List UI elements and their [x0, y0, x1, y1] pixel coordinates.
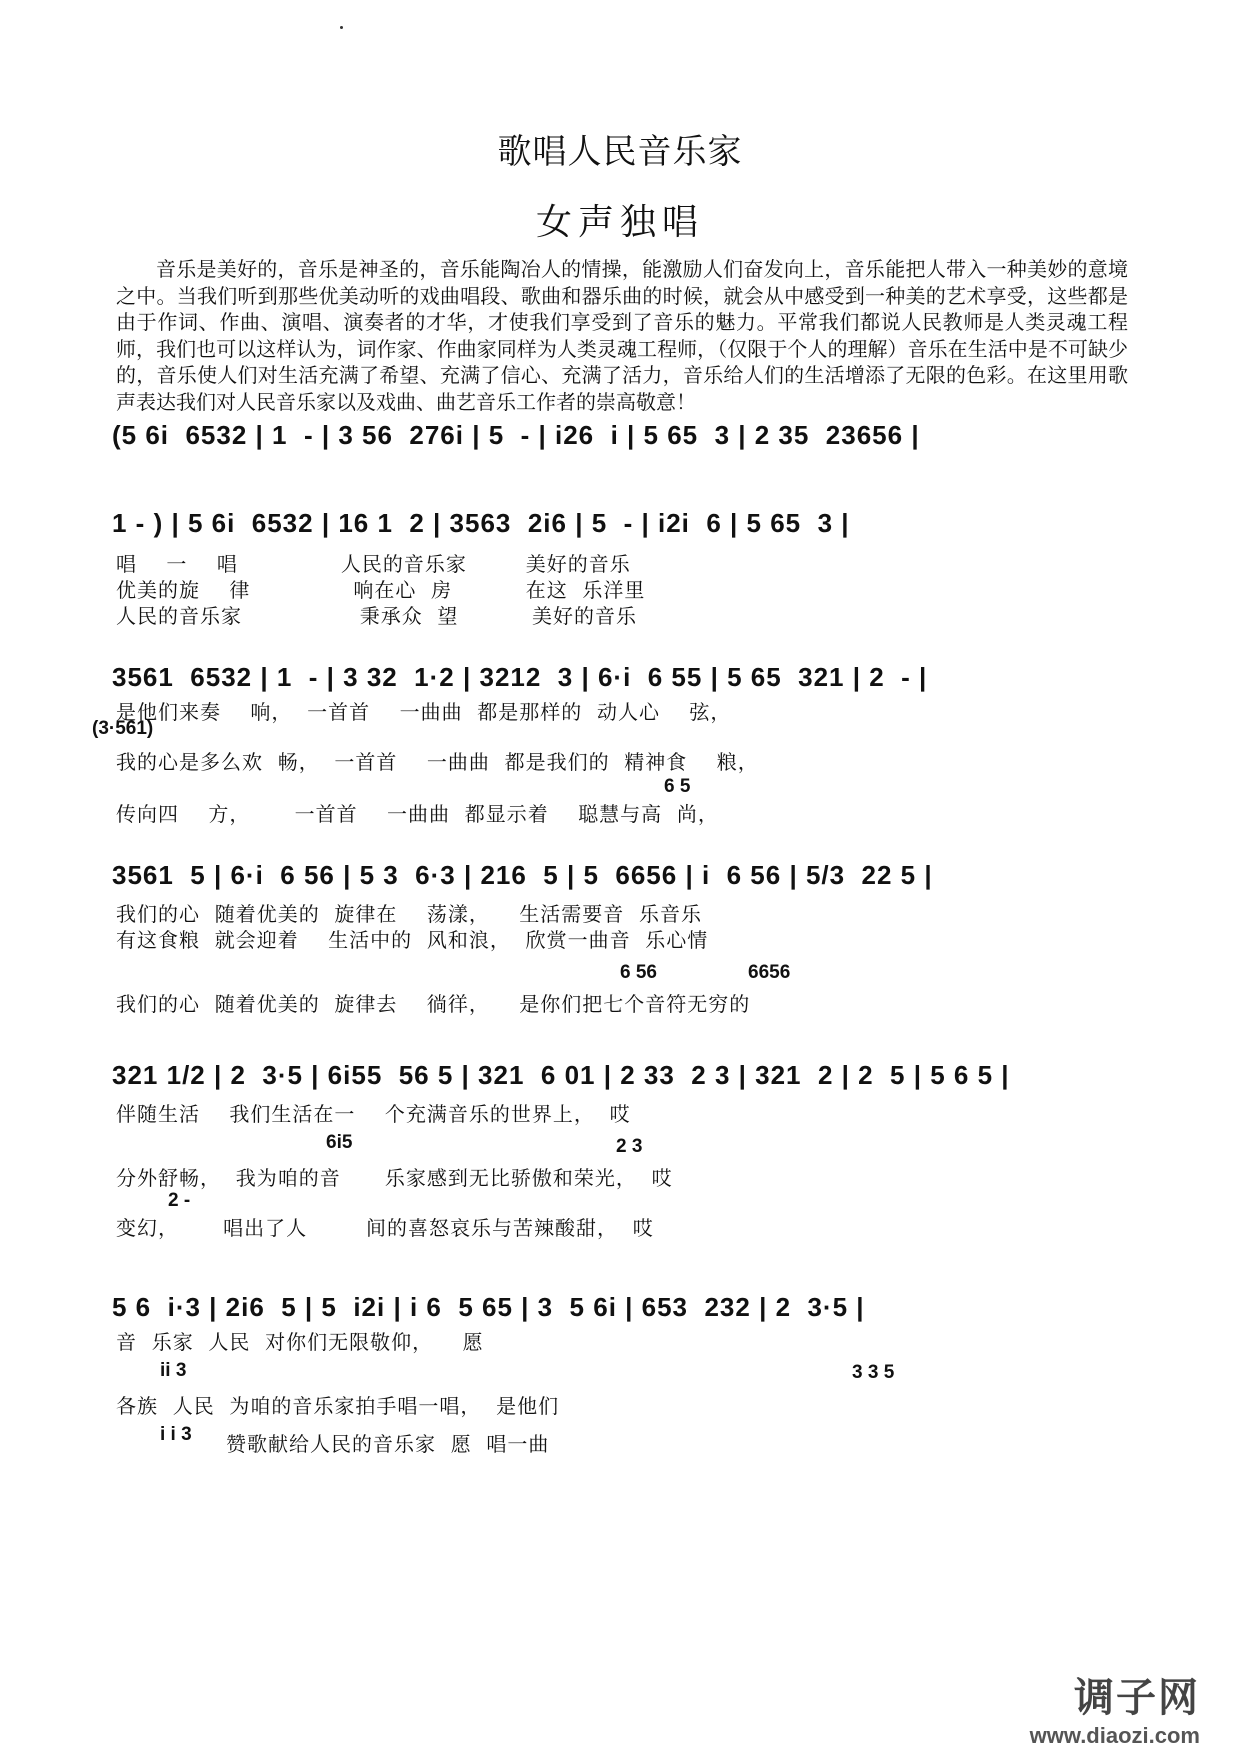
- lyric-3-2: 我的心是多么欢 畅， 一首首 一曲曲 都是我们的 精神食 粮，: [116, 750, 759, 774]
- ossia-3-1: (3·561): [92, 718, 154, 739]
- lyric-5-2: 分外舒畅， 我为咱的音 乐家感到无比骄傲和荣光， 哎: [116, 1166, 673, 1190]
- notation-line-1: (5 6i 6532 | 1 - | 3 56 276i | 5 - | i26 i | 5 65 3 | 2 35 23656 |: [112, 420, 920, 450]
- ossia-6-2: 3 3 5: [852, 1362, 895, 1383]
- song-title: 歌唱人民音乐家: [497, 132, 743, 172]
- lyric-5-3: 变幻， 唱出了人 间的喜怒哀乐与苦辣酸甜， 哎: [116, 1216, 654, 1240]
- scan-dot: [340, 26, 343, 29]
- ossia-3-2: 6 5: [664, 776, 691, 797]
- lyric-6-3: 赞歌献给人民的音乐家 愿 唱一曲: [226, 1432, 550, 1456]
- ossia-6-3: i i 3: [160, 1424, 192, 1445]
- lyric-3-1: 是他们来奏 响， 一首首 一曲曲 都是那样的 动人心 弦，: [116, 700, 732, 724]
- ossia-4-1: 6 56: [620, 962, 657, 983]
- intro-paragraph: [116, 256, 1128, 415]
- notation-line-6: 5 6 i·3 | 2i6 5 | 5 i2i | i 6 5 65 | 3 5 6i | 653 232 | 2 3·5 |: [112, 1292, 865, 1322]
- ossia-5-3: 2 -: [168, 1190, 191, 1211]
- lyric-4-2: 有这食粮 就会迎着 生活中的 风和浪， 欣赏一曲音 乐心情: [116, 928, 709, 952]
- watermark: [1030, 1666, 1200, 1749]
- lyric-2-1: 唱 一 唱 人民的音乐家 美好的音乐: [116, 552, 631, 576]
- ossia-6-1: ii 3: [160, 1360, 187, 1381]
- notation-line-2: 1 - ) | 5 6i 6532 | 16 1 2 | 3563 2i6 | 5 - | i2i 6 | 5 65 3 |: [112, 508, 850, 538]
- ossia-5-1: 6i5: [326, 1132, 353, 1153]
- watermark-name: 调子网: [1074, 1675, 1200, 1721]
- lyric-4-3: 我们的心 随着优美的 旋律去 徜徉， 是你们把七个音符无穷的: [116, 992, 751, 1016]
- lyric-6-2: 各族 人民 为咱的音乐家拍手唱一唱， 是他们: [116, 1394, 560, 1418]
- lyric-5-1: 伴随生活 我们生活在一 个充满音乐的世界上， 哎: [116, 1102, 631, 1126]
- lyric-2-3: 人民的音乐家 秉承众 望 美好的音乐: [116, 604, 638, 628]
- ossia-5-2: 2 3: [616, 1136, 643, 1157]
- lyric-4-1: 我们的心 随着优美的 旋律在 荡漾， 生活需要音 乐音乐: [116, 902, 703, 926]
- watermark-url: www.diaozi.com: [1029, 1723, 1200, 1748]
- lyric-3-3: 传向四 方， 一首首 一曲曲 都显示着 聪慧与高 尚，: [116, 802, 719, 826]
- notation-line-5: 321 1/2 | 2 3·5 | 6i55 56 5 | 321 6 01 | 2 33 2 3 | 321 2 | 2 5 | 5 6 5 |: [112, 1060, 1010, 1090]
- intro-text: 音乐是美好的，音乐是神圣的，音乐能陶冶人的情操，能激励人们奋发向上，音乐能把人带入一种美妙的意境之中。当我们听到那些优美动听的戏曲唱段、歌曲和器乐曲的时候，就会从中感受到一种美的艺术享受，这些都是由于作词、作曲、演唱、演奏者的才华，才使我们享受到了音乐的魅力。平常我们都说人民教师是人类灵魂工程师，我们也可以这样认为，词作家、作曲家同样为人类灵魂工程师，（仅限于个人的理解）音乐在生活中是不可缺少的，音乐使人们对生活充满了希望、充满了信心、充满了活力，音乐给人们的生活增添了无限的色彩。在这里用歌声表达我们对人民音乐家以及戏曲、曲艺音乐工作者的崇高敬意！: [116, 257, 1128, 414]
- song-subtitle: 女声独唱: [535, 202, 704, 243]
- ossia-4-2: 6656: [748, 962, 791, 983]
- notation-line-4: 3561 5 | 6·i 6 56 | 5 3 6·3 | 216 5 | 5 6656 | i 6 56 | 5/3 22 5 |: [112, 860, 933, 890]
- lyric-2-2: 优美的旋 律 响在心 房 在这 乐洋里: [116, 578, 646, 602]
- notation-line-3: 3561 6532 | 1 - | 3 32 1·2 | 3212 3 | 6·i 6 55 | 5 65 321 | 2 - |: [112, 662, 928, 692]
- lyric-6-1: 音 乐家 人民 对你们无限敬仰， 愿: [116, 1330, 484, 1354]
